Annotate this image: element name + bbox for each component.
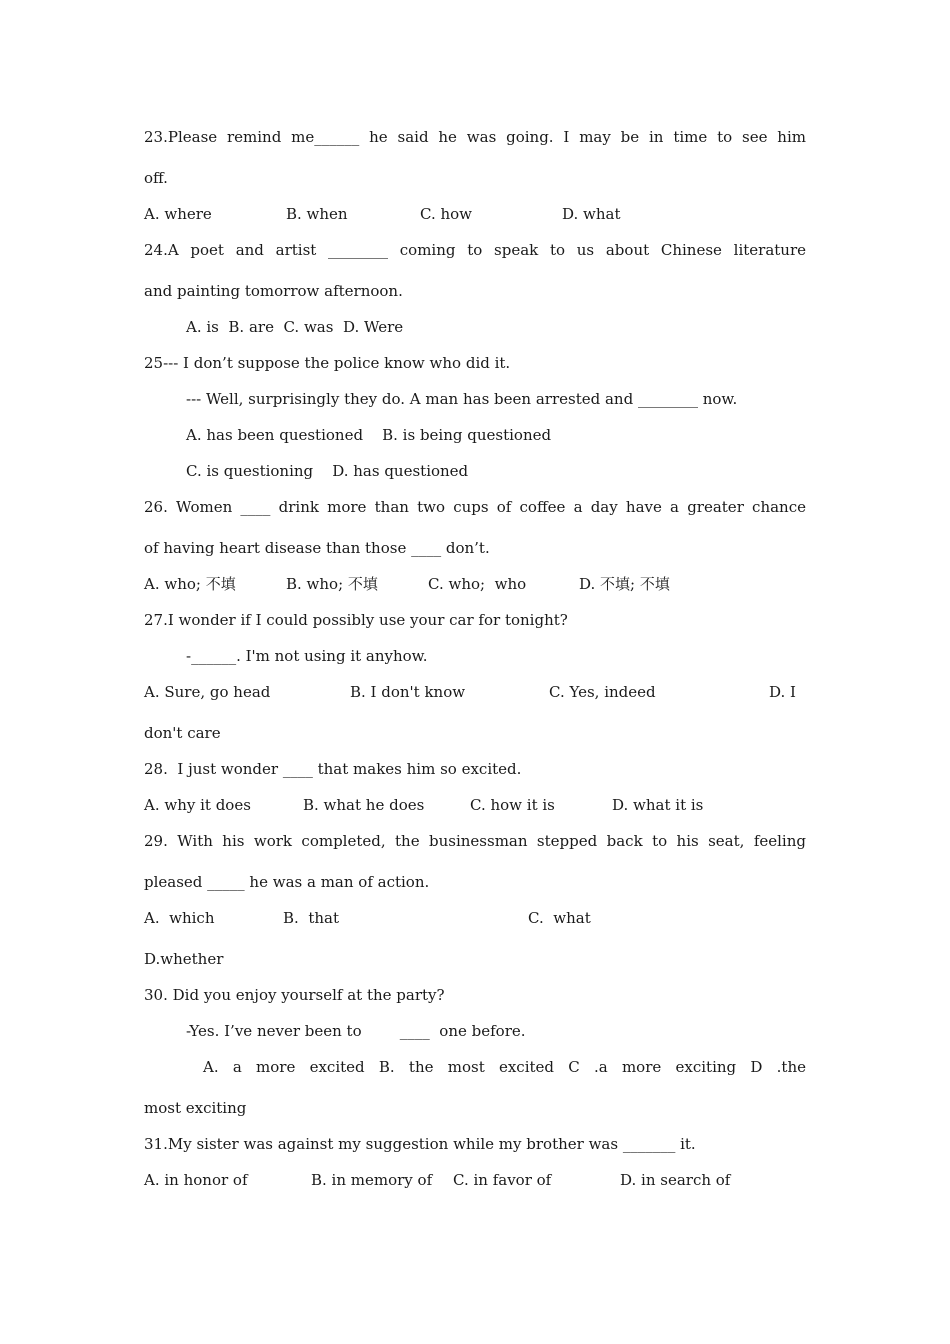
q30-option-d-cont: most exciting bbox=[144, 1099, 247, 1117]
question-30-reply: -Yes. I’ve never been to ____ one before. bbox=[186, 1022, 526, 1040]
q23-option-d: D. what bbox=[562, 205, 621, 223]
q29-option-d: D.whether bbox=[144, 950, 224, 968]
question-30-stem: 30. Did you enjoy yourself at the party? bbox=[144, 986, 445, 1004]
q28-option-d: D. what it is bbox=[612, 796, 704, 814]
q27-option-d: D. I bbox=[769, 683, 796, 701]
q27-option-c: C. Yes, indeed bbox=[549, 683, 656, 701]
q29-option-a: A. which bbox=[144, 909, 215, 927]
q26-option-a: A. who; 不填 bbox=[144, 575, 236, 593]
q25-options-cd: C. is questioning D. has questioned bbox=[186, 462, 469, 480]
question-25-reply: --- Well, surprisingly they do. A man has been arrested and ________ now. bbox=[186, 390, 738, 408]
q27-option-b: B. I don't know bbox=[350, 683, 466, 701]
q31-option-a: A. in honor of bbox=[144, 1171, 248, 1189]
question-31-stem: 31.My sister was against my suggestion while my brother was _______ it. bbox=[144, 1135, 696, 1153]
question-23-stem-cont: off. bbox=[144, 169, 168, 187]
q29-option-c: C. what bbox=[528, 909, 591, 927]
question-26-stem: 26. Women ____ drink more than two cups of coffee a day have a greater chance bbox=[144, 498, 806, 516]
question-25-stem: 25--- I don’t suppose the police know who did it. bbox=[144, 354, 511, 372]
question-29-stem-cont: pleased _____ he was a man of action. bbox=[144, 873, 430, 891]
question-24-stem: 24.A poet and artist ________ coming to speak to us about Chinese literature bbox=[144, 241, 806, 259]
question-26-stem-cont: of having heart disease than those ____ don’t. bbox=[144, 539, 490, 557]
q31-option-d: D. in search of bbox=[620, 1171, 731, 1189]
q23-option-c: C. how bbox=[420, 205, 473, 223]
question-27-stem: 27.I wonder if I could possibly use your car for tonight? bbox=[144, 611, 568, 629]
q24-options: A. is B. are C. was D. Were bbox=[186, 318, 404, 336]
q23-option-a: A. where bbox=[144, 205, 212, 223]
q28-option-a: A. why it does bbox=[144, 796, 251, 814]
question-27-reply: -______. I'm not using it anyhow. bbox=[186, 647, 428, 665]
q23-option-b: B. when bbox=[286, 205, 348, 223]
question-29-stem: 29. With his work completed, the businessman stepped back to his seat, feeling bbox=[144, 832, 806, 850]
q31-option-b: B. in memory of bbox=[311, 1171, 433, 1189]
question-23-stem: 23.Please remind me______ he said he was going. I may be in time to see him bbox=[144, 128, 806, 146]
question-24-stem-cont: and painting tomorrow afternoon. bbox=[144, 282, 403, 300]
q26-option-d: D. 不填; 不填 bbox=[579, 575, 670, 593]
q25-options-ab: A. has been questioned B. is being questioned bbox=[186, 426, 552, 444]
q27-option-a: A. Sure, go head bbox=[144, 683, 271, 701]
q30-options: A. a more excited B. the most excited C .a more exciting D .the bbox=[203, 1058, 806, 1076]
q29-option-b: B. that bbox=[283, 909, 339, 927]
q27-option-d-cont: don't care bbox=[144, 724, 221, 742]
q26-option-b: B. who; 不填 bbox=[286, 575, 378, 593]
question-28-stem: 28. I just wonder ____ that makes him so excited. bbox=[144, 760, 522, 778]
q26-option-c: C. who; who bbox=[428, 575, 527, 593]
q28-option-c: C. how it is bbox=[470, 796, 555, 814]
q31-option-c: C. in favor of bbox=[453, 1171, 552, 1189]
q28-option-b: B. what he does bbox=[303, 796, 425, 814]
